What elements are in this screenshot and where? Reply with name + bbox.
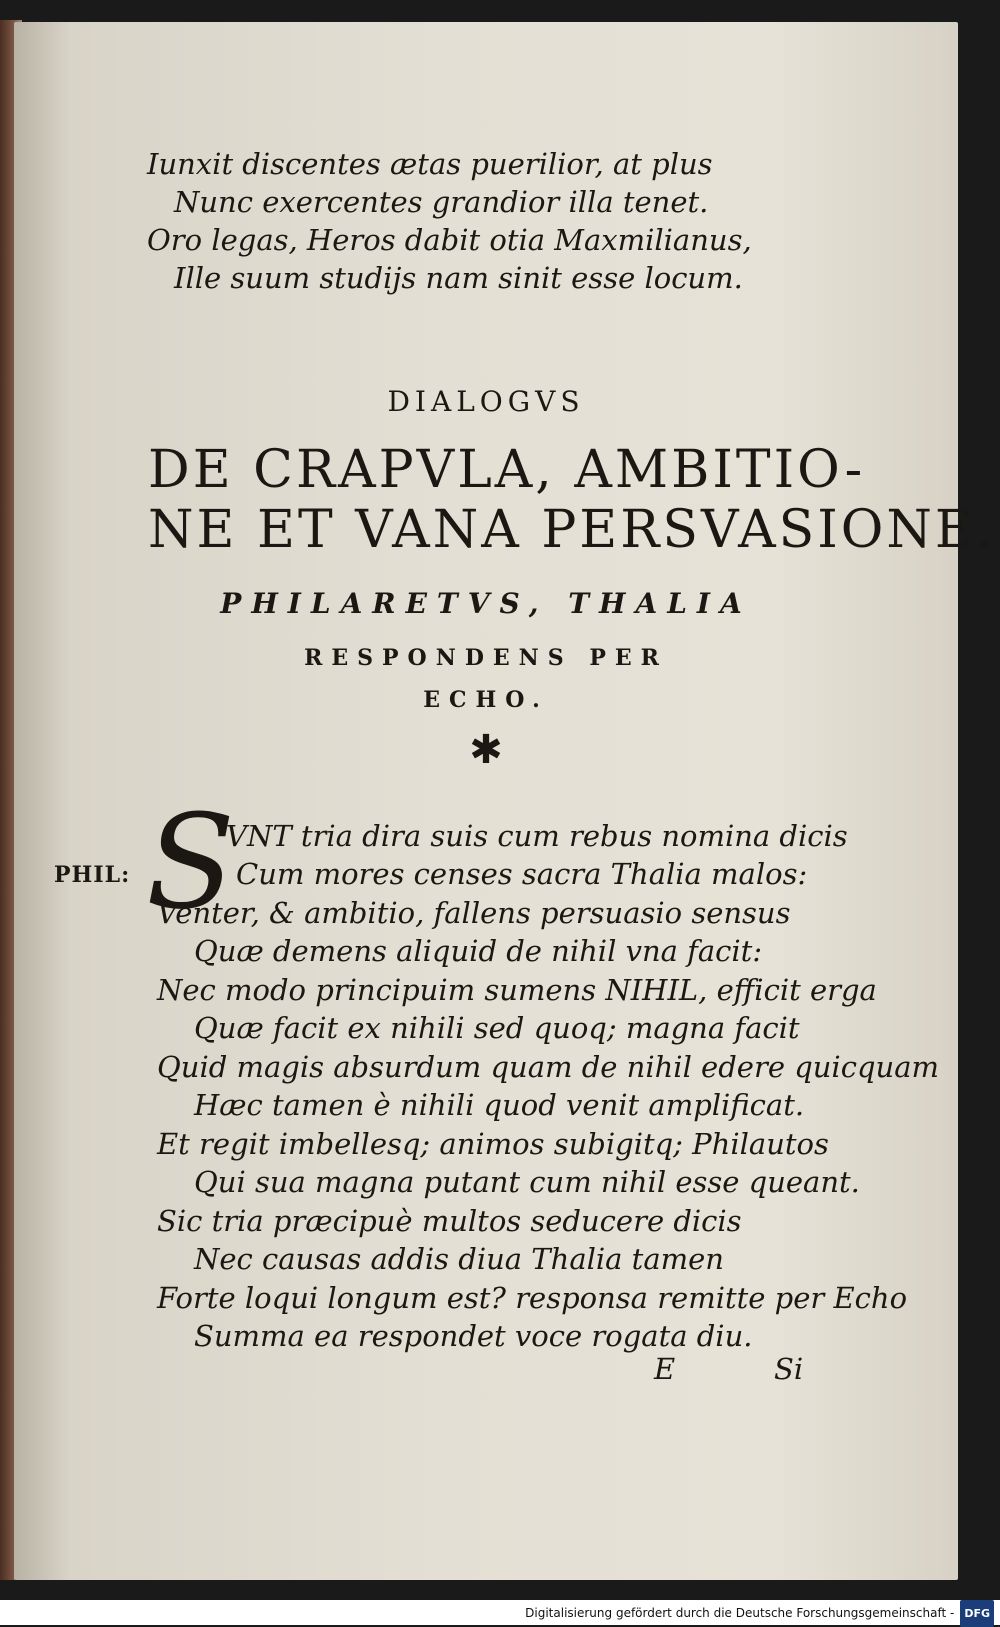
verse-line-3: Venter, & ambitio, fallens persuasio sensus [157,896,791,930]
title-line-2: DE CRAPVLA, AMBITIO- [148,440,866,500]
speaker-label: PHIL: [54,862,131,888]
verse-line-6: Quæ facit ex nihili sed quoq; magna facit [194,1011,800,1045]
verse-line-8: Hæc tamen è nihili quod venit amplificat. [194,1088,805,1122]
drop-cap: S [146,786,236,938]
title-line-3: NE ET VANA PERSVASIONE. [148,500,996,560]
poem-top-line-4: Ille suum studijs nam sinit esse locum. [174,261,743,295]
subtitle-line-3: ECHO. [423,687,549,713]
verse-line-7: Quid magis absurdum quam de nihil edere quicquam [157,1050,939,1084]
title-line-1: DIALOGVS [387,385,585,418]
verse-line-9: Et regit imbellesq; animos subigitq; Philautos [157,1127,829,1161]
verse-line-14: Summa ea respondet voce rogata diu. [194,1319,753,1353]
subtitle-line-1: PHILARETVS, THALIA [220,587,752,620]
verse-line-12: Nec causas addis diua Thalia tamen [194,1242,724,1276]
dfg-logo: DFG [960,1600,994,1627]
digitization-footer [0,1600,1000,1625]
verse-line-11: Sic tria præcipuè multos seducere dicis [157,1204,742,1238]
verse-line-10: Qui sua magna putant cum nihil esse queant. [194,1165,860,1199]
star-ornament: ✱ [469,727,503,773]
verse-line-2: Cum mores censes sacra Thalia malos: [236,857,808,891]
verse-line-5: Nec modo principuim sumens NIHIL, efficit erga [157,973,877,1007]
poem-top-line-2: Nunc exercentes grandior illa tenet. [174,185,709,219]
poem-top-line-3: Oro legas, Heros dabit otia Maxmilianus, [147,223,752,257]
signature-mark: E [654,1352,676,1386]
subtitle-line-2: RESPONDENS PER [304,645,668,671]
footer-text: Digitalisierung gefördert durch die Deutsche Forschungsgemeinschaft - [525,1606,955,1620]
verse-line-4: Quæ demens aliquid de nihil vna facit: [194,934,763,968]
poem-top-line-1: Iunxit discentes ætas puerilior, at plus [147,147,713,181]
book-page [14,22,996,1580]
catchword: Si [774,1352,804,1386]
verse-line-1: VNT tria dira suis cum rebus nomina dicis [226,819,848,853]
verse-line-13: Forte loqui longum est? responsa remitte per Echo [157,1281,908,1315]
